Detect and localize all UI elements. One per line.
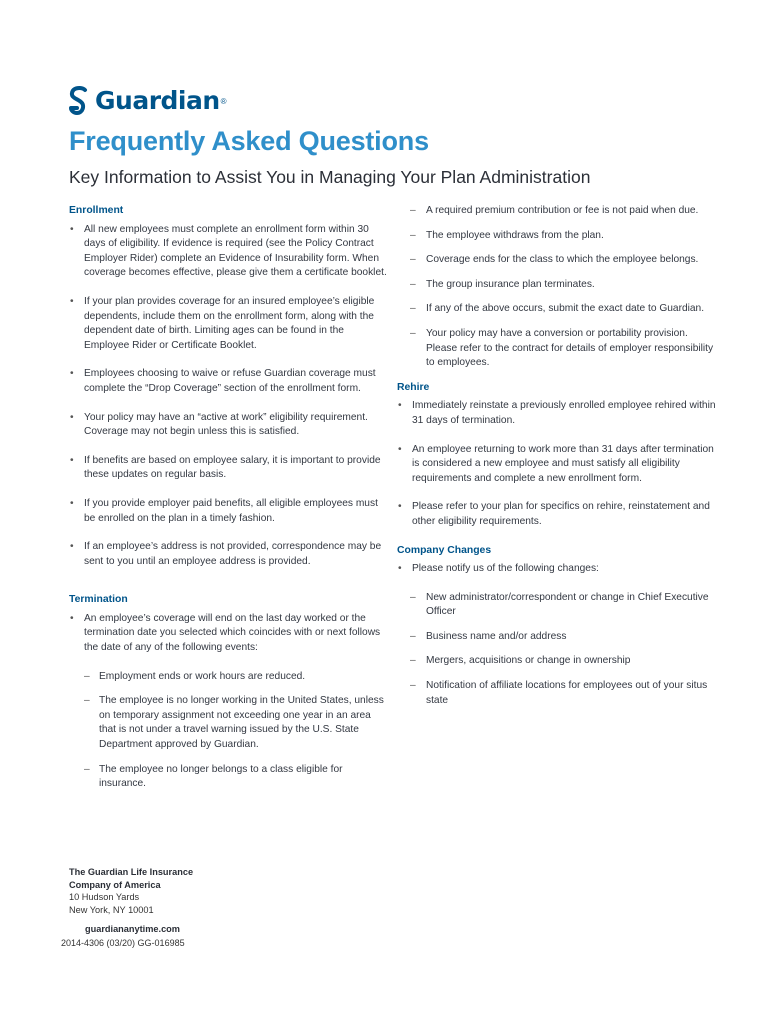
list-item: – The employee withdraws from the plan. [397,229,717,244]
page-subtitle: Key Information to Assist You in Managing Your Plan Administration [69,167,591,187]
website-link[interactable]: guardiananytime.com [85,924,180,934]
rehire-heading: Rehire [397,381,430,393]
list-item: • An employee’s coverage will end on the last day worked or the termination date you selected which coincides with or next follows the date of any of the following events: [69,612,389,656]
list-item: • Immediately reinstate a previously enrolled employee rehired within 31 days of termination. [397,399,717,428]
company-address [69,866,193,916]
enrollment-heading: Enrollment [69,205,124,216]
company-changes-heading: Company Changes [397,544,492,556]
guardian-logo[interactable] [68,86,227,116]
document-code: 2014-4306 (03/20) GG-016985 [61,938,185,948]
list-item: – Notification of affiliate locations for employees out of your situs state [397,679,717,708]
company-name-line1: The Guardian Life Insurance [69,867,194,877]
list-item: – New administrator/correspondent or change in Chief Executive Officer [397,591,717,620]
company-changes-items [397,591,717,709]
registered-mark: ® [220,96,227,106]
list-item: – The employee no longer belongs to a class eligible for insurance. [69,763,389,792]
list-item: – The group insurance plan terminates. [397,278,717,293]
brand-name: Guardian [95,86,220,115]
page-title: Frequently Asked Questions [69,126,429,156]
right-column [397,204,717,718]
list-item: – Your policy may have a conversion or portability provision. Please refer to the contract for details of employer responsibility to employees. [397,327,717,371]
list-item: • An employee returning to work more than 31 days after termination is considered a new employee and must satisfy all eligibility requirements and complete a new enrollment form. [397,443,717,487]
list-item: • Please notify us of the following changes: [397,562,717,577]
address-line1: 10 Hudson Yards [69,892,140,903]
enrollment-list [69,223,389,570]
list-item: • If your plan provides coverage for an insured employee’s eligible dependents, include them on the enrollment form, along with the dependent date of birth. Limiting ages can be found in the Employee Rider or Certificate Booklet. [69,295,389,353]
termination-continued-list [397,204,717,371]
address-line2: New York, NY 10001 [69,904,154,915]
guardian-g-icon [68,86,90,116]
list-item: • Your policy may have an “active at work” eligibility requirement. Coverage may not begin unless this is satisfied. [69,411,389,440]
left-column [69,204,389,802]
termination-events-list [69,670,389,792]
list-item: • All new employees must complete an enrollment form within 30 days of eligibility. If evidence is required (see the Policy Contract Employer Rider) complete an Evidence of Insurability form. When coverage becomes effective, please give them a certificate booklet. [69,223,389,281]
list-item: • If an employee’s address is not provided, correspondence may be sent to you until an employee address is provided. [69,540,389,569]
list-item: • Please refer to your plan for specifics on rehire, reinstatement and other eligibility requirements. [397,500,717,529]
list-item: – Employment ends or work hours are reduced. [69,670,389,685]
list-item: • If you provide employer paid benefits, all eligible employees must be enrolled on the plan in a timely fashion. [69,497,389,526]
company-changes-list [397,562,717,577]
list-item: – Business name and/or address [397,630,717,645]
list-item: – Mergers, acquisitions or change in ownership [397,654,717,669]
list-item: • Employees choosing to waive or refuse Guardian coverage must complete the “Drop Coverage” section of the enrollment form. [69,367,389,396]
termination-heading: Termination [69,594,128,606]
list-item: – A required premium contribution or fee is not paid when due. [397,204,717,219]
company-name-line2: Company of America [69,879,161,890]
termination-list [69,612,389,656]
list-item: • If benefits are based on employee salary, it is important to provide these updates on regular basis. [69,454,389,483]
list-item: – The employee is no longer working in the United States, unless on temporary assignment not exceeding one year in an area that is not under a travel warning issued by the U.S. State Department approved by Guardian. [69,694,389,752]
rehire-list [397,399,717,529]
list-item: – If any of the above occurs, submit the exact date to Guardian. [397,302,717,317]
list-item: – Coverage ends for the class to which the employee belongs. [397,253,717,268]
